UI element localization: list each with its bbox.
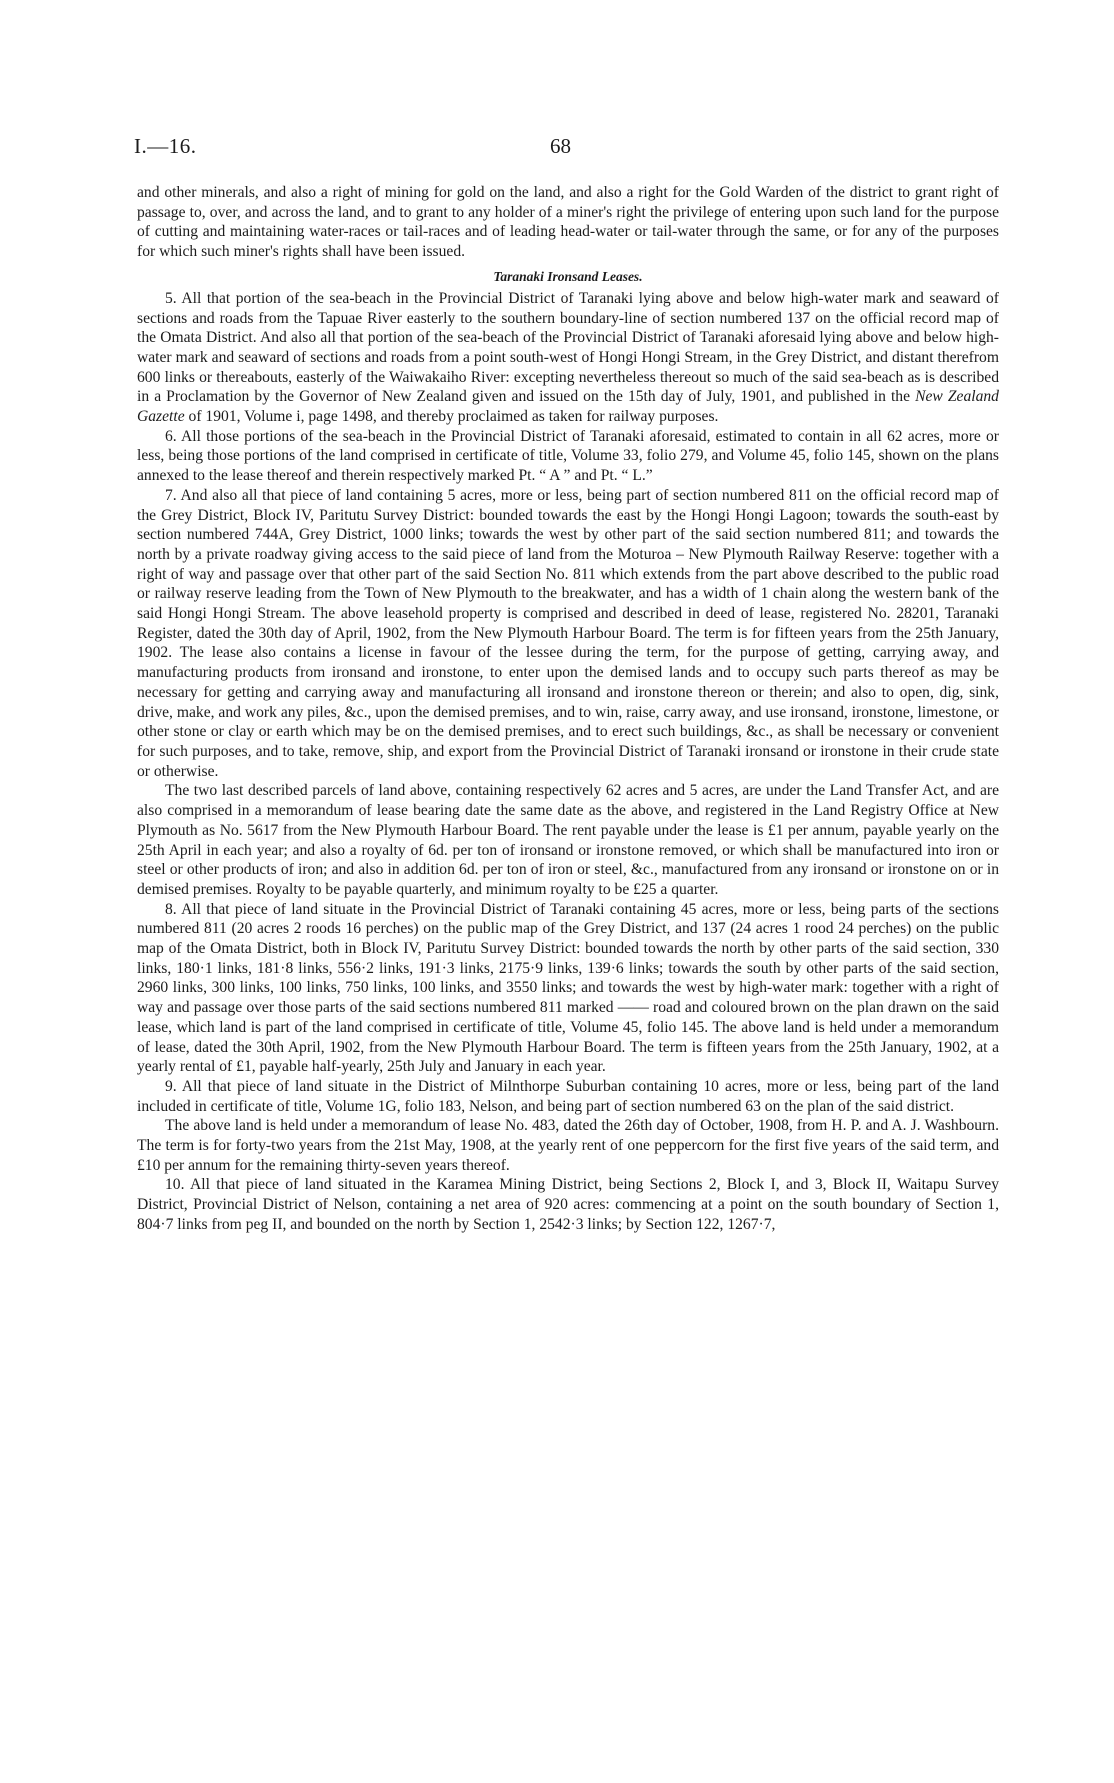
page-number: 68 [550, 134, 571, 158]
section-heading: Taranaki Ironsand Leases. [493, 268, 643, 284]
paragraph-8: 8. All that piece of land situate in the Provincial District of Taranaki containing 45 acres, more or less, being parts of the sections numbered 811 (20 acres 2 roods 16 perches) on the public map of the Grey District, and 137 (24 acres 1 rood 24 perches) on the public map of the Omata District, both in Block IV, Paritutu Survey District: bounded towards the north by other parts of the said section, 330 links, 180·1 links, 181·8 links, 556·2 links, 191·3 links, 2175·9 links, 139·6 links; towards the south by other parts of the said section, 2960 links, 300 links, 100 links, 750 links, 100 links, and 3550 links; and towards the west by high-water mark: together with a right of way and passage over those parts of the said sections numbered 811 marked —— road and coloured brown on the plan drawn on the said lease, which land is part of the land comprised in certificate of title, Volume 45, folio 145. The above land is held under a memorandum of lease, dated the 30th April, 1902, from the New Plymouth Harbour Board. The term is fifteen years from the 25th January, 1902, at a yearly rental of £1, payable half-yearly, 25th July and January in each year. [137, 900, 999, 1076]
paragraph-7: 7. And also all that piece of land containing 5 acres, more or less, being part of section numbered 811 on the official record map of the Grey District, Block IV, Paritutu Survey District: bounded towards the east by the Hongi Hongi Lagoon; towards the south-east by section numbered 744A, Grey District, 1000 links; towards the west by other part of the said section numbered 811; and towards the north by a private roadway giving access to the said piece of land from the Moturoa – New Plymouth Railway Reserve: together with a right of way and passage over that other part of the said Section No. 811 which extends from the part above described to the public road or railway reserve leading from the Town of New Plymouth to the breakwater, and has a width of 1 chain along the western bank of the said Hongi Hongi Stream. The above leasehold property is comprised and described in deed of lease, registered No. 28201, Taranaki Register, dated the 30th day of April, 1902, from the New Plymouth Harbour Board. The term is for fifteen years from the 25th January, 1902. The lease also contains a license in favour of the lessee during the term, for the purpose of getting, carrying away, and manufacturing products from ironsand and ironstone, to enter upon the demised lands and to occupy such parts thereof as may be necessary for getting and carrying away and manufacturing all ironsand and ironstone thereon or therein; and also to open, dig, sink, drive, make, and work any piles, &c., upon the demised premises, and to win, raise, carry away, and use ironsand, ironstone, limestone, or other stone or clay or earth which may be on the demised premises, and to erect such buildings, &c., as shall be necessary or convenient for such purposes, and to take, remove, ship, and export from the Provincial District of Taranaki ironsand or ironstone in their crude state or otherwise. [137, 486, 999, 780]
page-header [0, 134, 1114, 162]
paragraph-9: 9. All that piece of land situate in the District of Milnthorpe Suburban containing 10 acres, more or less, being part of the land included in certificate of title, Volume 1G, folio 183, Nelson, and being part of section numbered 63 on the plan of the said district. [137, 1077, 999, 1115]
paragraph-6: 6. All those portions of the sea-beach in the Provincial District of Taranaki aforesaid, estimated to contain in all 62 acres, more or less, being those portions of the land comprised in certificate of title, Volume 33, folio 279, and Volume 45, folio 145, shown on the plans annexed to the lease thereof and therein respectively marked Pt. “ A ” and Pt. “ L.” [137, 427, 999, 485]
document-reference: I.—16. [134, 134, 197, 158]
paragraph-9-lease: The above land is held under a memorandum of lease No. 483, dated the 26th day of October, 1908, from H. P. and A. J. Washbourn. The term is for forty-two years from the 21st May, 1908, at the yearly rent of one peppercorn for the first five years of the said term, and £10 per annum for the remaining thirty-seven years thereof. [137, 1117, 999, 1174]
page-body [137, 183, 999, 1235]
paragraph-10: 10. All that piece of land situated in the Karamea Mining District, being Sections 2, Block I, and 3, Block II, Waitapu Survey District, Provincial District of Nelson, containing a net area of 920 acres: commencing at a point on the south boundary of Section 1, 804·7 links from peg II, and bounded on the north by Section 1, 2542·3 links; by Section 122, 1267·7, [137, 1176, 999, 1233]
paragraph-lease-terms: The two last described parcels of land above, containing respectively 62 acres and 5 acres, are under the Land Transfer Act, and are also comprised in a memorandum of lease bearing date the same date as the above, and registered in the Land Registry Office at New Plymouth as No. 5617 from the New Plymouth Harbour Board. The rent payable under the lease is £1 per annum, payable yearly on the 25th April in each year; and also a royalty of 6d. per ton of ironsand or ironstone removed, or which shall be manufactured into iron or steel or other products of iron; and also in addition 6d. per ton of iron or steel, &c., manufactured from any ironsand or ironstone on or in demised premises. Royalty to be payable quarterly, and minimum royalty to be £25 a quarter. [137, 782, 999, 898]
paragraph-5: 5. All that portion of the sea-beach in the Provincial District of Taranaki lying above and below high-water mark and seaward of sections and roads from the Tapuae River easterly to the southern boundary-line of section numbered 137 on the official record map of the Omata District. And also all that portion of the sea-beach of the Provincial District of Taranaki aforesaid lying above and below high-water mark and seaward of sections and roads from a point south-west of Hongi Hongi Stream, in the Grey District, and distant therefrom 600 links or thereabouts, easterly of the Waiwakaiho River: excepting nevertheless thereout so much of the said sea-beach as is described in a Proclamation by the Governor of New Zealand given and issued on the 15th day of July, 1901, and published in the New Zealand Gazette of 1901, Volume i, page 1498, and thereby proclaimed as taken for railway purposes. [137, 289, 999, 426]
gazette-title: New Zealand Gazette [137, 388, 999, 426]
paragraph-continuation: and other minerals, and also a right of mining for gold on the land, and also a right for the Gold Warden of the district to grant right of passage to, over, and across the land, and to grant to any holder of a miner's right the privilege of entering upon such land for the purpose of cutting and maintaining water-races or tail-races and of leading head-water or tail-water through the same, or for any of the purposes for which such miner's rights shall have been issued. [137, 184, 999, 261]
